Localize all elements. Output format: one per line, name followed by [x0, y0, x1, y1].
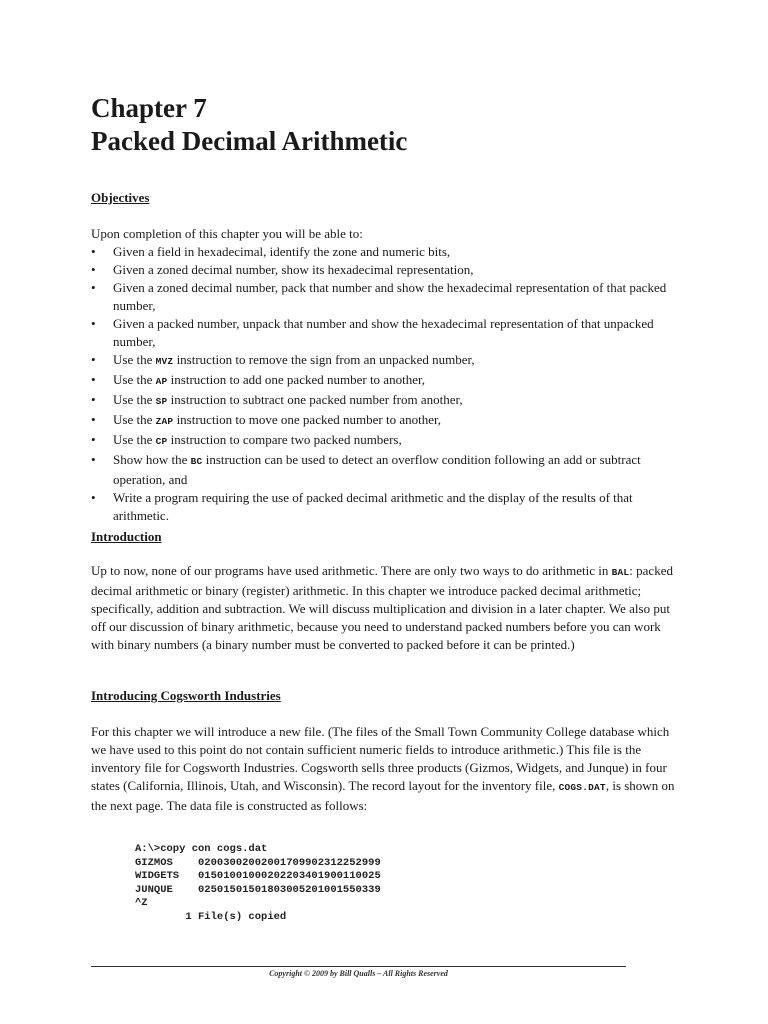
objectives-heading: Objectives	[91, 190, 150, 205]
intro-text-b: : packed decimal arithmetic or binary (register) arithmetic. In this chapter we introduce packed decimal arithmetic; specifically, addition and subtraction. We will discuss multiplication and division in a later chapter. We also put off our discussion of binary arithmetic, because you need to understand packed numbers before you can work with binary numbers (a binary number must be converted to packed before it can be printed.)	[91, 563, 673, 652]
instruction-keyword: CP	[155, 436, 168, 447]
instruction-keyword: MVZ	[155, 356, 174, 367]
code-listing: A:\>copy con cogs.dat GIZMOS 02003002002001709902312252999 WIDGETS 01501001000202203401900110025 JUNQUE 02501501501803005201001550339 ^Z 1 File(s) copied	[135, 843, 381, 923]
introduction-paragraph	[91, 562, 681, 654]
introduction-heading: Introduction	[91, 529, 162, 544]
footer-rule	[91, 966, 626, 967]
copyright-footer: Copyright © 2009 by Bill Qualls – All Rights Reserved	[269, 969, 448, 978]
bal-keyword: BAL	[611, 567, 630, 578]
objective-item: • Use the SP instruction to subtract one packed number from another,	[91, 391, 681, 411]
objective-item: • Given a field in hexadecimal, identify the zone and numeric bits,	[91, 243, 681, 261]
chapter-title: Packed Decimal Arithmetic	[91, 126, 408, 156]
instruction-keyword: ZAP	[155, 416, 174, 427]
chapter-heading	[91, 92, 407, 158]
cogs-text-b: , is shown on the next page. The data file is constructed as follows:	[91, 778, 675, 813]
intro-text-a: Up to now, none of our programs have used arithmetic. There are only two ways to do arithmetic in	[91, 563, 612, 578]
cogs-filename: COGS.DAT	[558, 782, 606, 793]
cogsworth-paragraph	[91, 723, 681, 815]
objectives-intro: Upon completion of this chapter you will be able to:	[91, 226, 363, 241]
instruction-keyword: BC	[190, 456, 203, 467]
objective-item: • Use the CP instruction to compare two packed numbers,	[91, 431, 681, 451]
objective-item: • Use the ZAP instruction to move one packed number to another,	[91, 411, 681, 431]
objective-item: • Show how the BC instruction can be used to detect an overflow condition following an add or subtract operation, and	[91, 451, 681, 489]
objectives-list	[91, 243, 681, 525]
objective-item: • Use the MVZ instruction to remove the sign from an unpacked number,	[91, 351, 681, 371]
instruction-keyword: AP	[155, 376, 168, 387]
cogsworth-heading: Introducing Cogsworth Industries	[91, 688, 281, 703]
objective-item: • Write a program requiring the use of packed decimal arithmetic and the display of the results of that arithmetic.	[91, 489, 681, 525]
objective-item: • Given a zoned decimal number, pack that number and show the hexadecimal representation of that packed number,	[91, 279, 681, 315]
chapter-number: Chapter 7	[91, 93, 207, 123]
objective-item: • Given a zoned decimal number, show its hexadecimal representation,	[91, 261, 681, 279]
cogs-text-a: For this chapter we will introduce a new file. (The files of the Small Town Community College database which we have used to this point do not contain sufficient numeric fields to introduce arithmetic.) This file is the inventory file for Cogsworth Industries. Cogsworth sells three products (Gizmos, Widgets, and Junque) in four states (California, Illinois, Utah, and Wisconsin). The record layout for the inventory file,	[91, 724, 670, 793]
objective-item: • Use the AP instruction to add one packed number to another,	[91, 371, 681, 391]
instruction-keyword: SP	[155, 396, 168, 407]
objective-item: • Given a packed number, unpack that number and show the hexadecimal representation of that unpacked number,	[91, 315, 681, 351]
